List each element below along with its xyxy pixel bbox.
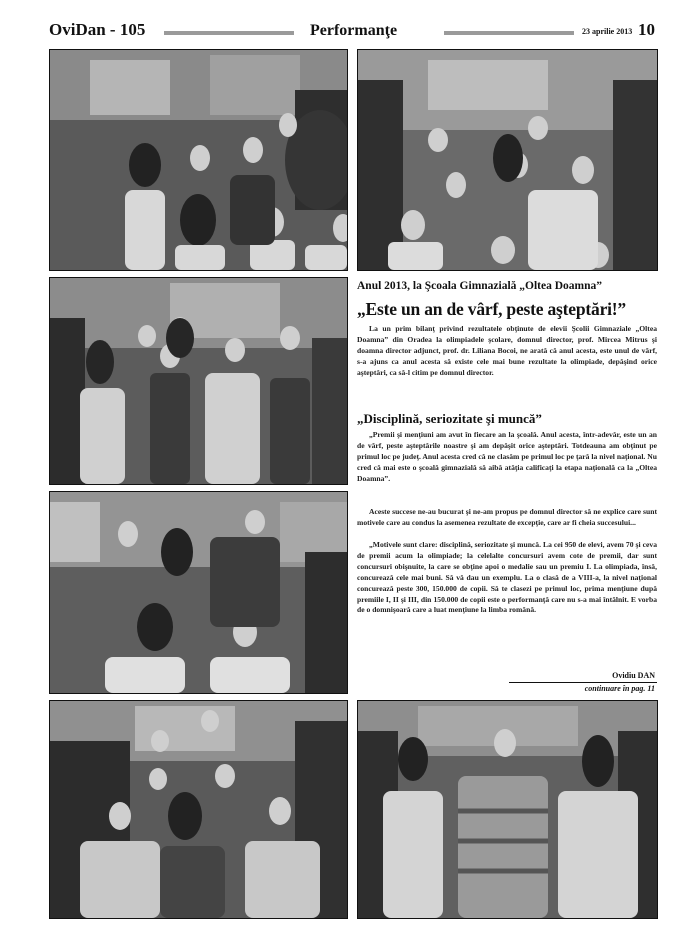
header-rule-left — [164, 31, 294, 35]
continued-rule — [509, 682, 657, 683]
section-title: Performanţe — [310, 22, 398, 39]
group-photo-5 — [49, 700, 348, 919]
article-paragraph-4: „Motivele sunt clare: disciplină, seriozitate şi muncă. La cei 950 de elevi, avem 70 şi ceva de premii acum la olimpiade; la celelalte concursuri avem cote de premii, dar sunt concursuri obişnuite, la care se obţine apoi o medalie sau un premiu I. La olimpiada, însă, concurează cele mai buni. Să vă dau un exemplu. La o clasă de a VIII-a, la nivel naţional concurează peste 300, 150.000 de copii. Să te clasezi pe primul loc, prima menţiune după premiile I, II şi III, din 150.000 de copii este o performanţă care nu s-a mai întâlnit. E vorba de o domnişoară care a luat menţiune la limba română. — [357, 540, 657, 615]
publication-title: OviDan - 105 — [49, 20, 146, 39]
article-byline: Ovidiu DAN — [612, 671, 655, 680]
article-intro: La un prim bilanţ privind rezultatele obţinute de elevii Şcolii Gimnaziale „Oltea Doamna” din Oradea la olimpiadele şcolare, domnul director, prof. Mircea Mitrus şi doamna director adjunct, prof. dr. Liliana Bocoi, ne arată că anul acesta, este unul de vârf, s-a ajuns ca anul acesta să existe cele mai bune rezultate la olimpiade, depăşind orice aşteptări, ca să-l citim pe domnul director. — [357, 324, 657, 377]
article-headline: „Este un an de vârf, peste aşteptări!” — [357, 299, 626, 319]
page-number: 10 — [638, 20, 655, 39]
article-paragraph-3: Aceste succese ne-au bucurat şi ne-am propus pe domnul director să ne explice care sunt motivele care au condus la asemenea rezultate de excepţie, care ar fi cheia succesului... — [357, 507, 657, 527]
group-photo-6 — [357, 700, 658, 919]
page-header — [0, 0, 700, 44]
continued-link[interactable]: continuare în pag. 11 — [584, 684, 655, 693]
issue-date: 23 aprilie 2013 — [582, 27, 633, 36]
group-photo-2 — [357, 49, 658, 271]
article-paragraph-2: „Premii şi menţiuni am avut în fiecare an la şcoală. Anul acesta, într-adevăr, este un an de vârf, peste aşteptările noastre şi am depăşit orice aşteptări. Totdeauna am obţinut pe primul loc pe judeţ. Anul acesta cred că ne clasăm pe primul loc pe ţară la nivel naţional. Nu cred că mai este o şcoală gimnazială să aibă atâţia calificaţi la etapa naţională ca la „Oltea Doamna”. — [357, 430, 657, 483]
header-rule-right — [444, 31, 574, 35]
group-photo-4 — [49, 491, 348, 694]
group-photo-3 — [49, 277, 348, 485]
article — [357, 276, 657, 696]
article-subhead: „Disciplină, seriozitate şi muncă” — [357, 411, 542, 426]
group-photo-1 — [49, 49, 348, 271]
article-kicker: Anul 2013, la Şcoala Gimnazială „Oltea Doamna” — [357, 280, 603, 292]
